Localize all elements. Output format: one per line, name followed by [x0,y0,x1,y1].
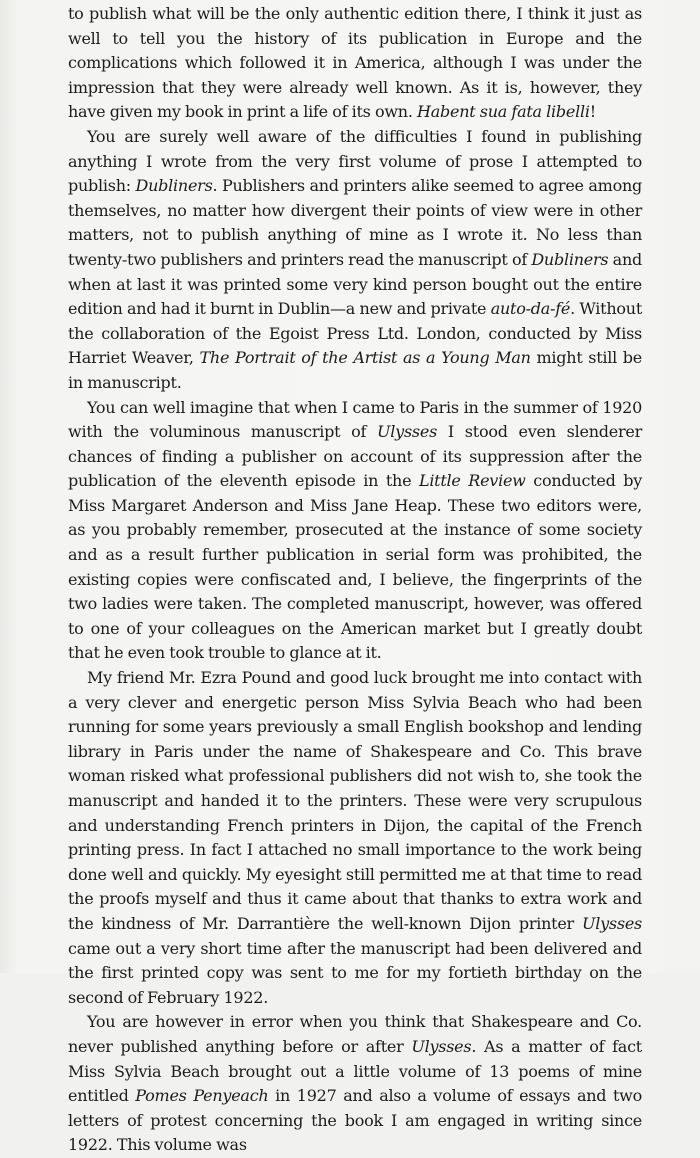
text-run: to publish what will be the only authentic edition there, I think it just as well to tell you the history of its publication in Europe and the complications which followed it in America, although I was under the impression that they were already well known. As it is, however, they have given my book in print a life of its own. [68,4,642,122]
italic-text: Dubliners [135,176,213,196]
text-run: and when at last it was printed some very kind person bought out the entire edition and had it burnt in Dublin—a new and private [68,249,642,319]
text-run: You are however in error when you think that Shakespeare and Co. never published anything before or after [68,1012,642,1056]
paragraph [68,396,642,667]
text-run: . Publishers and printers alike seemed to agree among themselves, no matter how divergent their points of view were in other matters, not to publish anything of mine as I wrote it. No less than twenty-two publishers and printers read the manuscript of [68,176,643,269]
italic-text: Ulysses [377,422,438,442]
italic-text: The Portrait of the Artist as a Young Man [199,348,531,368]
italic-text: Habent sua fata libelli [417,102,590,122]
text-run: . Without the collaboration of the Egoist Press Ltd. London, conducted by Miss Harriet Weaver, [68,299,643,368]
letter-body [68,2,642,1158]
italic-text: Little Review [418,471,526,491]
text-run: You are surely well aware of the difficulties I found in publishing anything I wrote from the very first volume of prose I attempted to publish: [68,126,642,196]
italic-text: Ulysses [582,913,642,933]
text-run: conducted by Miss Margaret Anderson and Miss Jane Heap. These two editors were, as you probably remember, prosecuted at the instance of some society and as a result further publication in serial form was prohibited, the existing copies were confiscated and, I believe, the fingerprints of the two ladies were taken. The completed manuscript, however, was offered to one of your colleagues on the American market but I greatly doubt that he even took trouble to glance at it. [68,471,643,663]
text-run: I stood even slenderer chances of finding a publisher on account of its suppression after the publication of the eleventh episode in the [68,422,643,491]
italic-text: auto-da-fé [490,299,571,319]
italic-text: Ulysses [411,1036,472,1056]
italic-text: Pomes Penyeach [135,1086,269,1106]
paragraph [68,125,642,396]
text-run: My friend Mr. Ezra Pound and good luck brought me into contact with a very clever and energetic person Miss Sylvia Beach who had been running for some years previously a small English bookshop and lending library in Paris under the name of Shakespeare and Co. This brave woman risked what professional publishers did not wish to, she took the manuscript and handed it to the printers. These were very scrupulous and understanding French printers in Dijon, the capital of the French printing press. In fact I attached no small importance to the work being done well and quickly. My eyesight still permitted me at that time to read the proofs myself and thus it came about that thanks to extra work and the kindness of Mr. Darrantière the well-known Dijon printer [68,668,642,933]
italic-text: Dubliners [531,249,609,269]
paragraph [68,1010,642,1158]
text-run: . As a matter of fact Miss Sylvia Beach brought out a little volume of 13 poems of mine entitled [68,1036,642,1106]
text-run: ! [589,102,596,122]
text-run: You can well imagine that when I came to Paris in the summer of 1920 with the voluminous manuscript of [68,397,642,442]
text-run: came out a very short time after the manuscript had been delivered and the first printed copy was sent to me for my fortieth birthday on the second of February 1922. [68,938,642,1007]
paragraph [68,666,642,1010]
paragraph [68,2,642,125]
text-run: might still be in manuscript. [68,348,643,392]
text-run: in 1927 and also a volume of essays and two letters of protest concerning the book I am engaged in writing since 1922. This volume was [68,1086,642,1155]
